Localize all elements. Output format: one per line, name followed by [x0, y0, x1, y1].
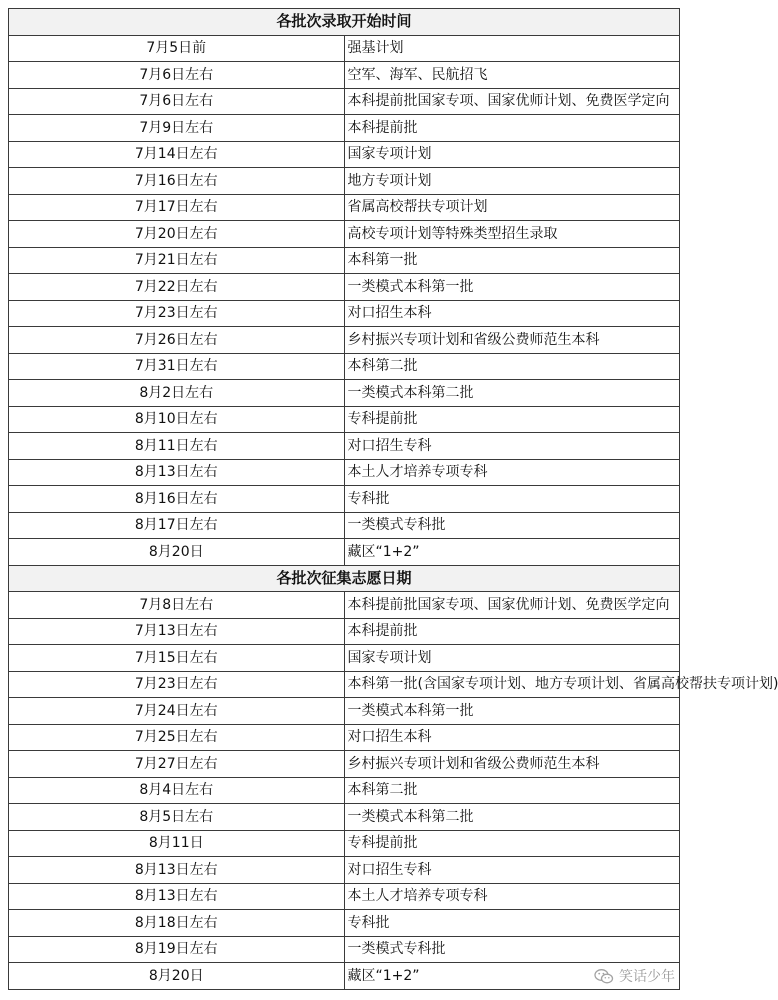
date-cell: 8月20日 [9, 539, 345, 566]
batch-cell: 一类模式专科批 [344, 936, 680, 963]
batch-cell: 国家专项计划 [344, 645, 680, 672]
table-row [9, 539, 680, 566]
table-row [9, 274, 680, 301]
table-row [9, 830, 680, 857]
date-cell: 7月8日左右 [9, 592, 345, 619]
batch-cell: 本科第二批 [344, 777, 680, 804]
table-row [9, 618, 680, 645]
table-row [9, 194, 680, 221]
table-row [9, 459, 680, 486]
batch-cell: 对口招生本科 [344, 300, 680, 327]
batch-cell: 乡村振兴专项计划和省级公费师范生本科 [344, 327, 680, 354]
table-row [9, 141, 680, 168]
date-cell: 7月14日左右 [9, 141, 345, 168]
date-cell: 7月9日左右 [9, 115, 345, 142]
batch-cell: 对口招生本科 [344, 724, 680, 751]
table-row [9, 433, 680, 460]
date-cell: 7月15日左右 [9, 645, 345, 672]
schedule-table [8, 8, 778, 990]
table-row [9, 936, 680, 963]
table-row [9, 910, 680, 937]
table-row [9, 300, 680, 327]
table-row [9, 963, 680, 990]
batch-cell: 空军、海军、民航招飞 [344, 62, 680, 89]
date-cell: 8月13日左右 [9, 459, 345, 486]
section-header-row [9, 565, 680, 592]
section-title: 各批次征集志愿日期 [9, 565, 680, 592]
batch-cell: 本科提前批 [344, 618, 680, 645]
batch-cell: 对口招生专科 [344, 857, 680, 884]
table-row [9, 512, 680, 539]
table-row [9, 486, 680, 513]
date-cell: 7月23日左右 [9, 671, 345, 698]
batch-cell: 专科提前批 [344, 406, 680, 433]
batch-cell: 地方专项计划 [344, 168, 680, 195]
date-cell: 7月22日左右 [9, 274, 345, 301]
table-row [9, 35, 680, 62]
date-cell: 7月13日左右 [9, 618, 345, 645]
date-cell: 8月4日左右 [9, 777, 345, 804]
date-cell: 7月21日左右 [9, 247, 345, 274]
date-cell: 8月13日左右 [9, 857, 345, 884]
table-row [9, 645, 680, 672]
table-row [9, 247, 680, 274]
batch-cell: 本科第一批(含国家专项计划、地方专项计划、省属高校帮扶专项计划) [344, 671, 680, 698]
table-row [9, 698, 680, 725]
date-cell: 7月27日左右 [9, 751, 345, 778]
table-row [9, 168, 680, 195]
batch-cell: 省属高校帮扶专项计划 [344, 194, 680, 221]
batch-cell: 对口招生专科 [344, 433, 680, 460]
date-cell: 7月6日左右 [9, 88, 345, 115]
section-title: 各批次录取开始时间 [9, 9, 680, 36]
batch-cell: 强基计划 [344, 35, 680, 62]
table-row [9, 751, 680, 778]
wechat-icon [594, 968, 614, 985]
date-cell: 7月25日左右 [9, 724, 345, 751]
batch-cell: 专科提前批 [344, 830, 680, 857]
date-cell: 7月16日左右 [9, 168, 345, 195]
table-row [9, 857, 680, 884]
date-cell: 7月24日左右 [9, 698, 345, 725]
table-row [9, 353, 680, 380]
date-cell: 7月20日左右 [9, 221, 345, 248]
table-row [9, 724, 680, 751]
batch-cell: 一类模式本科第二批 [344, 804, 680, 831]
batch-cell: 本土人才培养专项专科 [344, 459, 680, 486]
table-row [9, 592, 680, 619]
table-row [9, 380, 680, 407]
table-row [9, 221, 680, 248]
table-row [9, 327, 680, 354]
date-cell: 8月11日 [9, 830, 345, 857]
date-cell: 8月16日左右 [9, 486, 345, 513]
date-cell: 7月6日左右 [9, 62, 345, 89]
date-cell: 8月10日左右 [9, 406, 345, 433]
batch-cell: 乡村振兴专项计划和省级公费师范生本科 [344, 751, 680, 778]
batch-cell: 本科提前批 [344, 115, 680, 142]
table-row [9, 406, 680, 433]
date-cell: 8月17日左右 [9, 512, 345, 539]
date-cell: 8月5日左右 [9, 804, 345, 831]
date-cell: 8月19日左右 [9, 936, 345, 963]
batch-cell: 一类模式本科第一批 [344, 698, 680, 725]
batch-cell: 一类模式本科第二批 [344, 380, 680, 407]
batch-cell: 专科批 [344, 910, 680, 937]
date-cell: 7月17日左右 [9, 194, 345, 221]
table-row [9, 777, 680, 804]
table-row [9, 671, 680, 698]
section-header-row [9, 9, 680, 36]
watermark-text: 笑话少年 [619, 969, 675, 985]
table-row [9, 62, 680, 89]
watermark [594, 966, 675, 986]
batch-cell: 本科提前批国家专项、国家优师计划、免费医学定向 [344, 88, 680, 115]
date-cell: 8月18日左右 [9, 910, 345, 937]
batch-cell: 本科提前批国家专项、国家优师计划、免费医学定向 [344, 592, 680, 619]
date-cell: 8月20日 [9, 963, 345, 990]
table-row [9, 115, 680, 142]
schedule-table-body [9, 9, 778, 990]
table-row [9, 804, 680, 831]
batch-cell: 专科批 [344, 486, 680, 513]
date-cell: 8月11日左右 [9, 433, 345, 460]
batch-cell: 本土人才培养专项专科 [344, 883, 680, 910]
batch-cell: 一类模式本科第一批 [344, 274, 680, 301]
batch-cell: 国家专项计划 [344, 141, 680, 168]
date-cell: 8月13日左右 [9, 883, 345, 910]
date-cell: 7月26日左右 [9, 327, 345, 354]
batch-cell: 高校专项计划等特殊类型招生录取 [344, 221, 680, 248]
table-row [9, 883, 680, 910]
date-cell: 8月2日左右 [9, 380, 345, 407]
batch-cell: 藏区“1+2” [344, 539, 680, 566]
date-cell: 7月23日左右 [9, 300, 345, 327]
batch-cell: 本科第一批 [344, 247, 680, 274]
table-row [9, 88, 680, 115]
batch-cell: 藏区“1+2” [344, 963, 680, 990]
batch-cell: 本科第二批 [344, 353, 680, 380]
batch-cell: 一类模式专科批 [344, 512, 680, 539]
date-cell: 7月5日前 [9, 35, 345, 62]
date-cell: 7月31日左右 [9, 353, 345, 380]
